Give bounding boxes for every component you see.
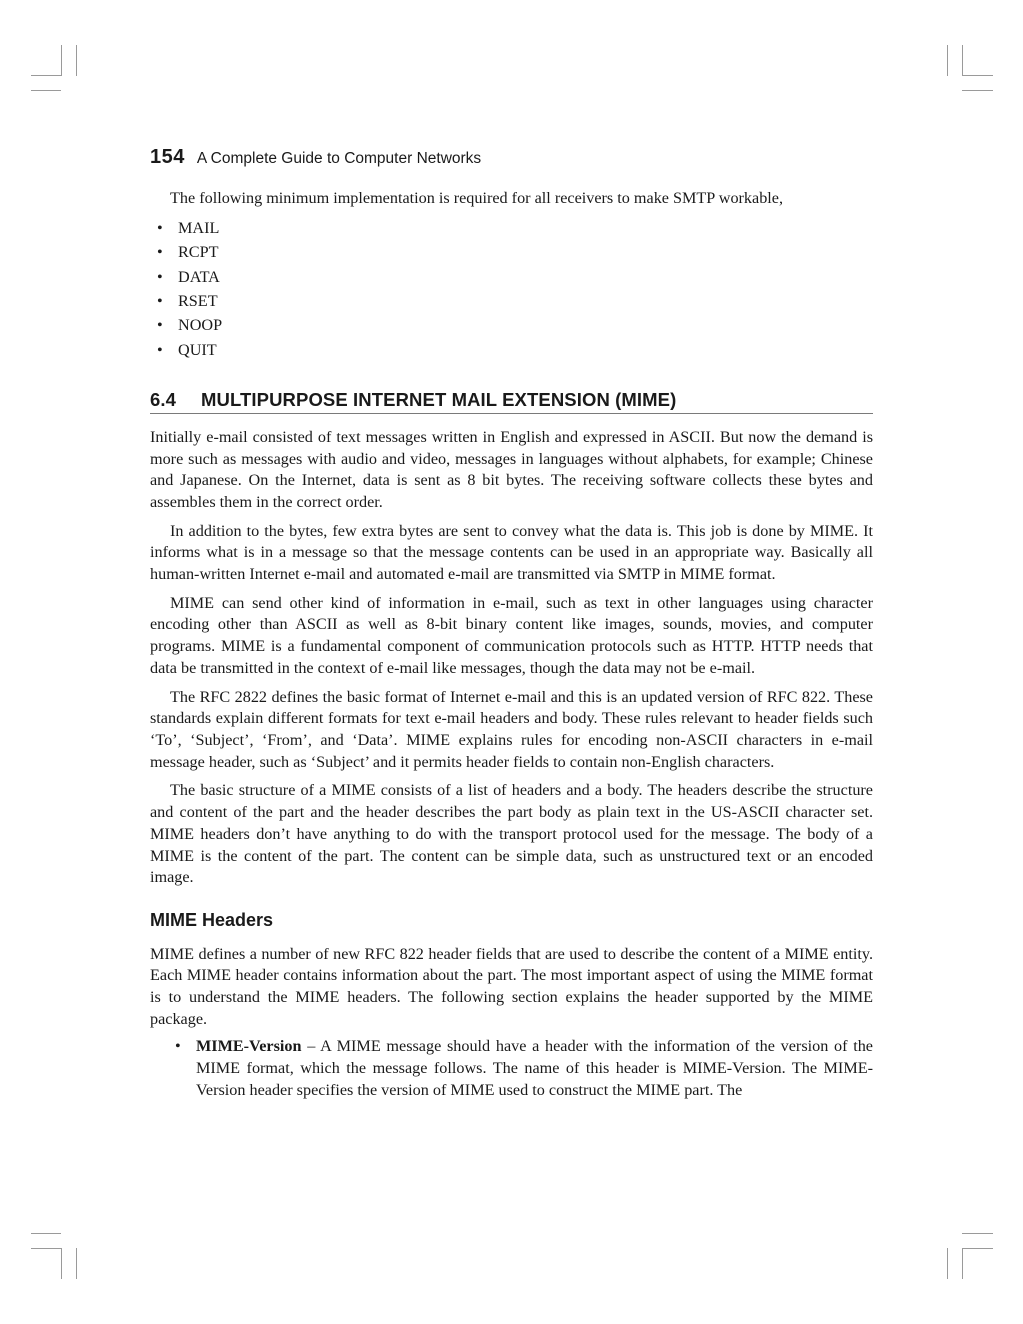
crop-mark <box>76 45 77 76</box>
crop-mark <box>947 1248 948 1279</box>
crop-mark <box>962 1248 963 1279</box>
section-heading <box>150 389 873 414</box>
crop-mark <box>31 75 61 76</box>
crop-mark <box>31 1233 61 1234</box>
body-paragraph: MIME can send other kind of information in e-mail, such as text in other languages using character encoding other than ASCII as well as 8-bit binary content like images, sounds, movies, and computer programs. MIME is a fundamental component of communication protocols such as HTTP. HTTP needs that data be transmitted in the context of e-mail like messages, though the data may not be e-mail. <box>150 593 873 677</box>
crop-mark <box>962 75 993 76</box>
list-item: • QUIT <box>178 338 873 362</box>
definition-term: MIME-Version <box>196 1037 302 1056</box>
list-item: • DATA <box>178 265 873 289</box>
list-item: • RSET <box>178 289 873 313</box>
subsection-heading: MIME Headers <box>150 909 274 930</box>
crop-mark <box>962 1233 993 1234</box>
crop-mark <box>962 1248 993 1249</box>
crop-mark <box>962 45 963 76</box>
list-item: • MAIL <box>178 216 873 240</box>
section-title: MULTIPURPOSE INTERNET MAIL EXTENSION (MIME) <box>201 389 677 411</box>
crop-mark <box>61 45 62 76</box>
crop-mark <box>31 1248 61 1249</box>
section-number: 6.4 <box>150 389 177 411</box>
definition-item <box>196 1036 873 1101</box>
header-definition-list <box>150 1036 873 1101</box>
crop-mark <box>947 45 948 76</box>
running-head <box>150 146 481 169</box>
command-list <box>150 216 873 362</box>
body-paragraph: The RFC 2822 defines the basic format of Internet e-mail and this is an updated version of RFC 822. These standards explain different formats for text e-mail headers and body. These rules relevant to header fields such ‘To’, ‘Subject’, ‘From’, and ‘Data’. MIME explains rules for encoding non-ASCII characters in e-mail message header, such as ‘Subject’ and it permits header fields to contain non-English characters. <box>150 687 873 771</box>
crop-mark <box>31 90 61 91</box>
page-body <box>150 188 873 1102</box>
book-title: A Complete Guide to Computer Networks <box>196 150 482 167</box>
body-paragraph: In addition to the bytes, few extra bytes are sent to convey what the data is. This job is done by MIME. It informs what is in a message so that the message contents can be used in an appropriate way. Basically all human-written Internet e-mail and automated e-mail are transmitted via SMTP in MIME format. <box>150 521 873 584</box>
page-number: 154 <box>150 146 185 168</box>
crop-mark <box>61 1248 62 1279</box>
crop-mark <box>76 1248 77 1279</box>
definition-text: – A MIME message should have a header with the information of the version of the MIME format, which the message follows. The name of this header is MIME-Version. The MIME-Version header specifies the version of MIME used to construct the MIME part. The <box>196 1037 873 1099</box>
crop-mark <box>962 90 993 91</box>
body-paragraph: Initially e-mail consisted of text messages written in English and expressed in ASCII. But now the demand is more such as messages with audio and video, messages in languages without alphabets, for example; Chinese and Japanese. On the Internet, data is sent as 8 bit bytes. The receiving software collects these bytes and assembles them in the correct order. <box>150 427 873 511</box>
list-item: • RCPT <box>178 240 873 264</box>
body-paragraph: The basic structure of a MIME consists of a list of headers and a body. The headers describe the structure and content of the part and the header describes the part body as plain text in the US-ASCII character set. MIME headers don’t have anything to do with the transport protocol used for the message. The body of a MIME is the content of the part. The content can be simple data, such as unstructured text or an encoded image. <box>150 781 873 887</box>
list-item: • NOOP <box>178 313 873 337</box>
body-paragraph: MIME defines a number of new RFC 822 header fields that are used to describe the content of a MIME entity. Each MIME header contains information about the part. The most important aspect of using the MIME format is to understand the MIME headers. The following section explains the header supported by the MIME package. <box>150 944 873 1028</box>
intro-paragraph: The following minimum implementation is required for all receivers to make SMTP workable, <box>170 189 784 207</box>
